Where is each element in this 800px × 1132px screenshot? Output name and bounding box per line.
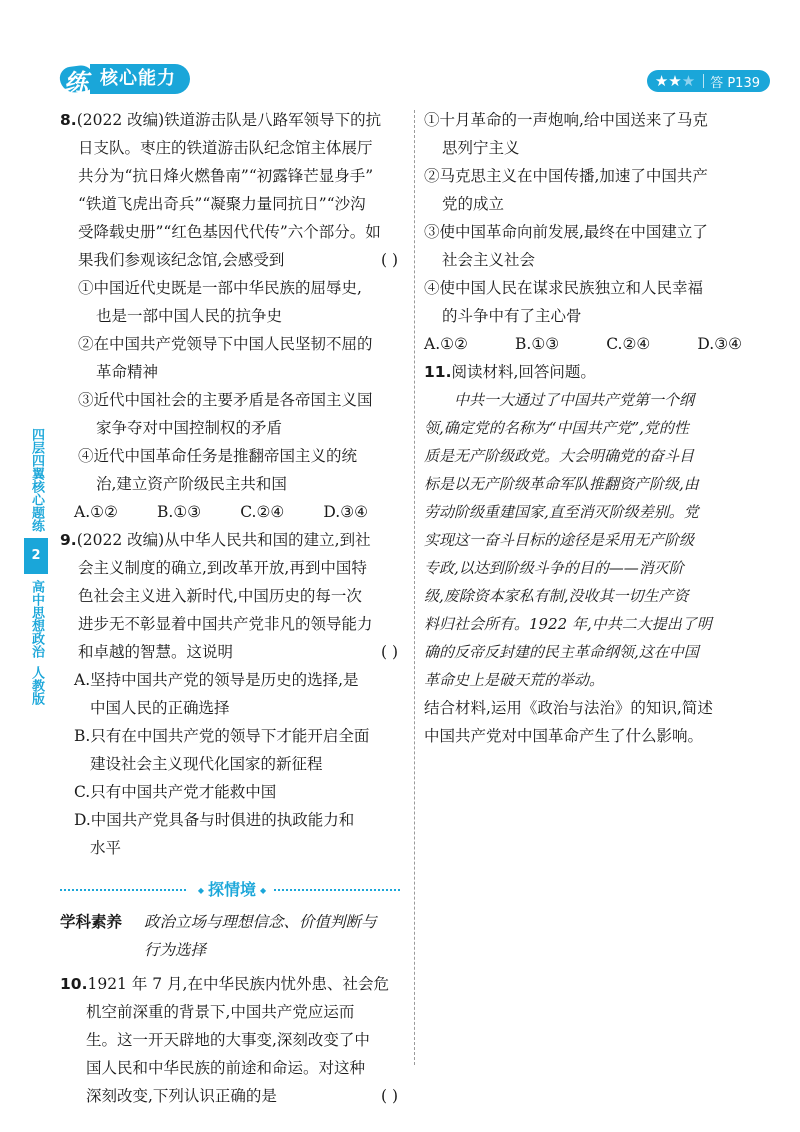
answer-blank: ( ) (380, 643, 398, 661)
question-line: 会主义制度的确立,到改革开放,再到中国特 (78, 559, 367, 577)
question-line: 色社会主义进入新时代,中国历史的每一次 (78, 587, 362, 605)
question-line: “铁道飞虎出奇兵”“凝聚力量同抗日”“沙沟 (78, 195, 366, 213)
brand-badge (58, 62, 96, 96)
question-line: 日支队。枣庄的铁道游击队纪念馆主体展厅 (78, 139, 373, 157)
side-edition-label: 人教版 (29, 666, 44, 705)
question-line: 果我们参观该纪念馆,会感受到 ( ) (60, 246, 408, 274)
question-line: 进步无不彰显着中国共产党非凡的领导能力 (78, 615, 373, 633)
question-line: 机空前深重的背景下,中国共产党应运而 (86, 1003, 355, 1021)
option-a[interactable]: A.坚持中国共产党的领导是历史的选择,是 (74, 671, 359, 689)
question-number: 8. (60, 111, 77, 129)
statement-item: ③使中国革命向前发展,最终在中国建立了 (424, 223, 708, 241)
tag-separator (703, 74, 704, 88)
literacy-label: 学科素养 (60, 913, 123, 931)
choice-row (60, 498, 408, 526)
question-line: 受降载史册”“红色基因代代传”六个部分。如 (78, 223, 381, 241)
option-b[interactable]: B.只有在中国共产党的领导下才能开启全面 (74, 727, 370, 745)
question-number: 11. (424, 363, 452, 381)
statement-item: ④使中国人民在谋求民族独立和人民幸福 (424, 279, 704, 297)
question-line: 深刻改变,下列认识正确的是 ( ) (60, 1082, 408, 1110)
question-line: 和卓越的智慧。这说明 ( ) (60, 638, 408, 666)
choice-a[interactable]: A.①② (74, 503, 118, 521)
option-a-cont: 中国人民的正确选择 (90, 699, 230, 717)
choice-b[interactable]: B.①③ (515, 335, 560, 353)
question-10-continued (424, 106, 770, 358)
side-series-label: 四层四翼核心题练 (29, 428, 44, 532)
statement-item: ①中国近代史既是一部中华民族的屈辱史, (78, 279, 362, 297)
statement-item: ④近代中国革命任务是推翻帝国主义的统 (78, 447, 358, 465)
star-filled-icon: ★ (654, 72, 669, 90)
question-prompt: 结合材料,运用《政治与法治》的知识,简述 (424, 699, 713, 717)
section-heading-title: ◆ 探情境 ◆ (188, 876, 276, 905)
reading-material (424, 386, 770, 694)
star-filled-icon: ★ (668, 72, 682, 90)
option-d[interactable]: D.中国共产党具备与时俱进的执政能力和 (74, 811, 355, 829)
question-number: 9. (60, 531, 77, 549)
statement-item-cont: 社会主义社会 (442, 251, 536, 269)
literacy-value: 政治立场与理想信念、价值判断与 (144, 913, 377, 931)
section-title: 核心能力 (90, 64, 190, 94)
answer-blank: ( ) (380, 1087, 398, 1105)
option-b-cont: 建设社会主义现代化国家的新征程 (90, 755, 323, 773)
side-page-number: 2 (24, 538, 48, 574)
choice-d[interactable]: D.③④ (697, 335, 742, 353)
statement-item: ③近代中国社会的主要矛盾是各帝国主义国 (78, 391, 373, 409)
page-header (58, 62, 770, 100)
brand-glyph: 练 (64, 69, 88, 97)
question-line: 国人民和中华民族的前途和命运。对这种 (86, 1059, 366, 1077)
answer-blank: ( ) (380, 251, 398, 269)
answer-page-ref: 答 P139 (710, 75, 760, 91)
material-line: 革命史上是破天荒的举动。 (424, 671, 605, 689)
question-8 (60, 106, 408, 526)
material-line: 质是无产阶级政党。大会明确党的奋斗目 (424, 447, 695, 465)
question-line: 11.阅读材料,回答问题。 (424, 363, 596, 381)
left-column (60, 106, 408, 1110)
choice-c[interactable]: C.②④ (606, 335, 651, 353)
option-c[interactable]: C.只有中国共产党才能救中国 (74, 783, 277, 801)
right-column (424, 106, 770, 750)
section-brand (58, 62, 190, 96)
material-line: 级,废除资本家私有制,没收其一切生产资 (424, 587, 689, 605)
side-subject-label: 高中思想政治 (29, 580, 44, 658)
question-number: 10. (60, 975, 88, 993)
statement-item-cont: 思列宁主义 (442, 139, 520, 157)
side-tab (24, 428, 48, 705)
material-line: 标是以无产阶级革命军队推翻资产阶级,由 (424, 475, 699, 493)
material-line: 劳动阶级重建国家,直至消灭阶级差别。党 (424, 503, 699, 521)
question-line: 10.1921 年 7 月,在中华民族内忧外患、社会危 (60, 975, 389, 993)
column-divider (414, 110, 415, 1065)
literacy-row (60, 936, 408, 964)
material-line: 中共一大通过了中国共产党第一个纲 (454, 391, 695, 409)
choice-b[interactable]: B.①③ (157, 503, 202, 521)
question-11 (424, 358, 770, 750)
question-10 (60, 970, 408, 1110)
material-line: 专政,以达到阶级斗争的目的——消灭阶 (424, 559, 684, 577)
statement-item-cont: 的斗争中有了主心骨 (442, 307, 582, 325)
question-line: 生。这一开天辟地的大事变,深刻改变了中 (86, 1031, 370, 1049)
choice-a[interactable]: A.①② (424, 335, 468, 353)
difficulty-stars (655, 70, 695, 92)
question-prompt: 中国共产党对中国革命产生了什么影响。 (424, 727, 704, 745)
question-line: 8.(2022 改编)铁道游击队是八路军领导下的抗 (60, 111, 382, 129)
question-line: 共分为“抗日烽火燃鲁南”“初露锋芒显身手” (78, 167, 374, 185)
statement-item: ①十月革命的一声炮响,给中国送来了马克 (424, 111, 708, 129)
statement-item: ②在中国共产党领导下中国人民坚韧不屈的 (78, 335, 373, 353)
statement-item-cont: 治,建立资产阶级民主共和国 (96, 475, 287, 493)
statement-item: ②马克思主义在中国传播,加速了中国共产 (424, 167, 708, 185)
literacy-row (60, 908, 408, 936)
material-line: 实现这一奋斗目标的途径是采用无产阶级 (424, 531, 695, 549)
difficulty-answer-tag (647, 70, 770, 92)
literacy-value: 行为选择 (144, 941, 207, 959)
dotted-rule (274, 889, 400, 891)
question-line: 9.(2022 改编)从中华人民共和国的建立,到社 (60, 531, 371, 549)
statement-item-cont: 党的成立 (442, 195, 505, 213)
statement-item-cont: 家争夺对中国控制权的矛盾 (96, 419, 283, 437)
dotted-rule (60, 889, 186, 891)
statement-item-cont: 也是一部中国人民的抗争史 (96, 307, 283, 325)
option-d-cont: 水平 (90, 839, 122, 857)
statement-item-cont: 革命精神 (96, 363, 159, 381)
material-line: 确的反帝反封建的民主革命纲领,这在中国 (424, 643, 699, 661)
star-empty-icon: ★ (681, 72, 696, 90)
section-heading (60, 876, 408, 904)
choice-d[interactable]: D.③④ (323, 503, 368, 521)
material-line: 领,确定党的名称为“中国共产党”,党的性 (424, 419, 689, 437)
subject-literacy (60, 908, 408, 964)
question-9 (60, 526, 408, 862)
choice-c[interactable]: C.②④ (240, 503, 285, 521)
material-line: 料归社会所有。1922 年,中共二大提出了明 (424, 615, 712, 633)
choice-row (424, 330, 770, 358)
